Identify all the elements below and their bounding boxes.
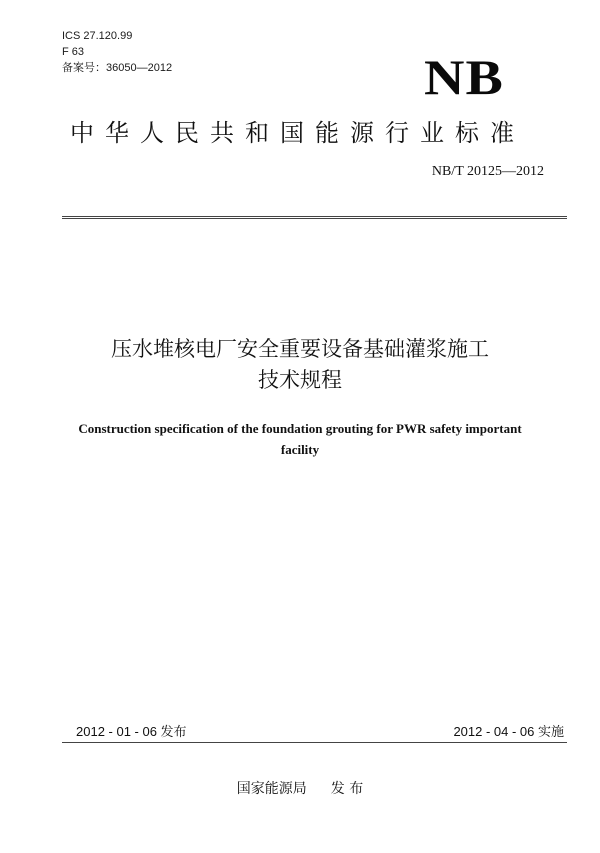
document-title-en-line2: facility [280, 442, 320, 457]
standard-category-title: 中华人民共和国能源行业标准 [70, 119, 525, 147]
footer-rule [62, 742, 567, 743]
header-rule-top [62, 216, 567, 217]
category-code: F 63 [62, 46, 85, 58]
standard-number: NB/T 20125—2012 [431, 164, 544, 179]
ics-code: ICS 27.120.99 [62, 30, 133, 42]
implementation-date: 2012 - 04 - 06 实施 [453, 724, 564, 739]
publisher-name: 国家能源局 [236, 781, 307, 797]
issue-date: 2012 - 01 - 06 发布 [76, 724, 187, 739]
filing-number: 备案号：36050—2012 [62, 62, 173, 74]
publisher-line [0, 780, 600, 798]
publish-action: 发 布 [330, 781, 364, 797]
document-title-en-line1: Construction specification of the foundation grouting for PWR safety important [78, 421, 522, 436]
document-title-cn-line2: 技术规程 [258, 368, 342, 392]
nb-logo: NB [424, 49, 505, 105]
header-rule-bottom [62, 218, 567, 219]
document-title-cn-line1: 压水堆核电厂安全重要设备基础灌浆施工 [111, 337, 489, 361]
